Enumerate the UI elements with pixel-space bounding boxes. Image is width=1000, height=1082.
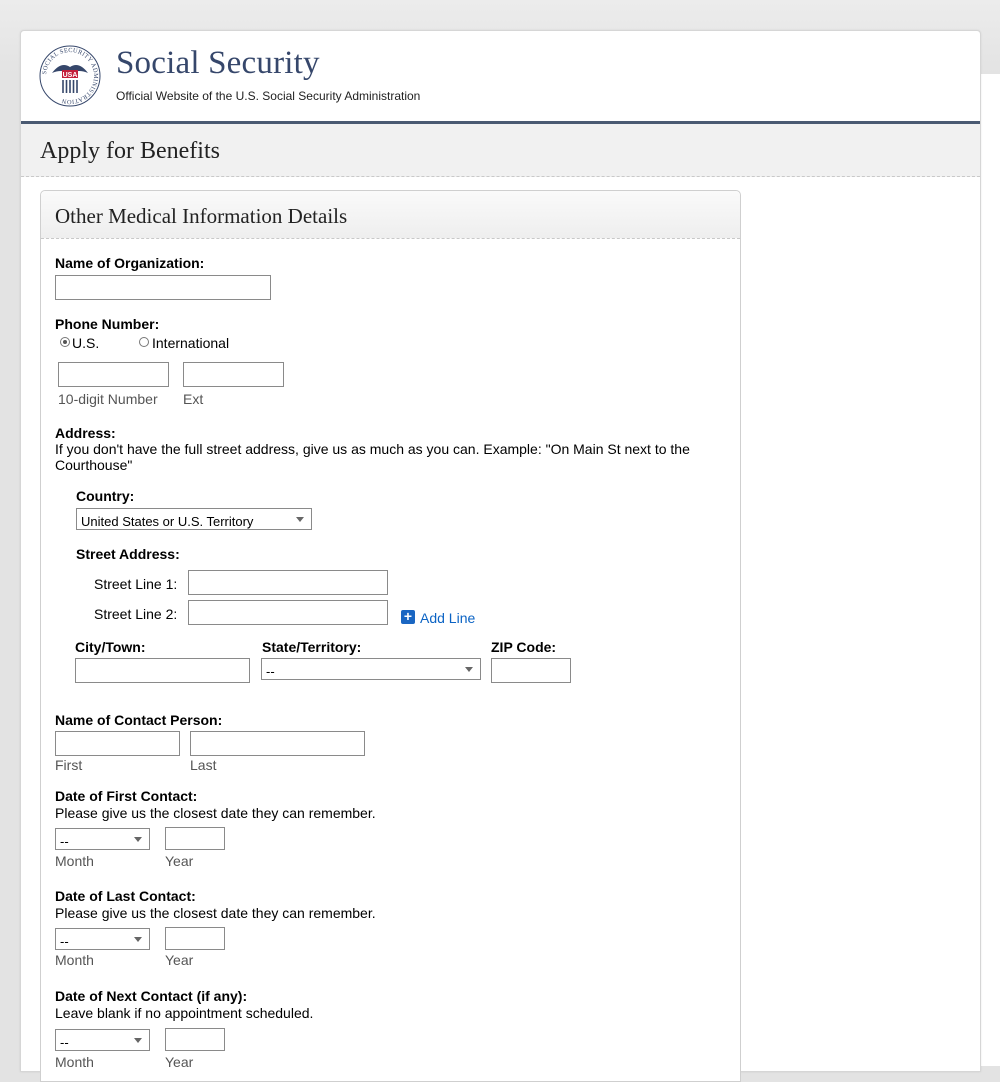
- chevron-down-icon: [465, 667, 473, 672]
- city-label: City/Town:: [75, 639, 146, 655]
- page-title-bar: [21, 124, 980, 177]
- page-title: Apply for Benefits: [40, 138, 220, 164]
- city-input[interactable]: [75, 658, 250, 683]
- street-line2-input[interactable]: [188, 600, 388, 625]
- svg-text:USA: USA: [62, 72, 78, 79]
- phone-ext-hint: Ext: [183, 391, 204, 407]
- street-line1-input[interactable]: [188, 570, 388, 595]
- last-contact-help: Please give us the closest date they can remember.: [55, 905, 376, 921]
- panel-title: Other Medical Information Details: [55, 204, 348, 228]
- country-label: Country:: [76, 488, 135, 504]
- address-help-text: If you don't have the full street address, give us as much as you can. Example: "On Main St next to the Courthouse": [55, 441, 690, 473]
- next-contact-month-value: --: [60, 1035, 69, 1050]
- state-label: State/Territory:: [262, 639, 362, 655]
- address-label: Address:: [55, 425, 116, 441]
- first-contact-help: Please give us the closest date they can remember.: [55, 805, 376, 821]
- phone-international-radio[interactable]: [139, 337, 149, 347]
- last-contact-month-select[interactable]: [55, 928, 150, 950]
- last-contact-year-hint: Year: [165, 952, 194, 968]
- next-contact-year-input[interactable]: [165, 1028, 225, 1051]
- last-contact-month-value: --: [60, 934, 69, 949]
- first-contact-year-input[interactable]: [165, 827, 225, 850]
- first-contact-year-hint: Year: [165, 853, 194, 869]
- last-contact-label: Date of Last Contact:: [55, 888, 196, 904]
- next-contact-month-select[interactable]: [55, 1029, 150, 1051]
- phone-us-label: U.S.: [72, 335, 100, 351]
- phone-number-input[interactable]: [58, 362, 169, 387]
- street-line1-label: Street Line 1:: [94, 576, 178, 592]
- phone-ext-input[interactable]: [183, 362, 284, 387]
- page-container: [20, 30, 981, 1072]
- chevron-down-icon: [134, 1038, 142, 1043]
- zip-label: ZIP Code:: [491, 639, 557, 655]
- panel-header: [41, 191, 740, 239]
- phone-international-label: International: [152, 335, 230, 351]
- last-contact-month-hint: Month: [55, 952, 94, 968]
- contact-person-label: Name of Contact Person:: [55, 712, 223, 728]
- chevron-down-icon: [134, 837, 142, 842]
- organization-input[interactable]: [55, 275, 271, 300]
- first-contact-month-hint: Month: [55, 853, 94, 869]
- chevron-down-icon: [134, 937, 142, 942]
- first-contact-label: Date of First Contact:: [55, 788, 198, 804]
- next-contact-label: Date of Next Contact (if any):: [55, 988, 248, 1004]
- first-contact-month-select[interactable]: [55, 828, 150, 850]
- contact-last-hint: Last: [190, 757, 217, 773]
- state-select[interactable]: [261, 658, 481, 680]
- organization-label: Name of Organization:: [55, 255, 205, 271]
- phone-number-hint: 10-digit Number: [58, 391, 158, 407]
- street-line2-label: Street Line 2:: [94, 606, 178, 622]
- phone-label: Phone Number:: [55, 316, 160, 332]
- next-contact-month-hint: Month: [55, 1054, 94, 1070]
- phone-us-radio[interactable]: [60, 337, 70, 347]
- zip-input[interactable]: [491, 658, 571, 683]
- svg-text:SOCIAL SECURITY ADMINISTRATION: SOCIAL SECURITY ADMINISTRATION: [41, 46, 100, 106]
- chevron-down-icon: [296, 517, 304, 522]
- add-line-plus-icon[interactable]: +: [401, 610, 415, 624]
- state-select-value: --: [266, 664, 275, 679]
- contact-first-name-input[interactable]: [55, 731, 180, 756]
- country-select-value: United States or U.S. Territory: [81, 514, 254, 529]
- country-select[interactable]: [76, 508, 312, 530]
- ssa-seal-logo[interactable]: [39, 45, 101, 107]
- site-title[interactable]: Social Security: [116, 45, 320, 81]
- right-gutter: [980, 74, 1000, 1066]
- add-line-link[interactable]: Add Line: [420, 610, 476, 626]
- contact-first-hint: First: [55, 757, 83, 773]
- last-contact-year-input[interactable]: [165, 927, 225, 950]
- street-address-label: Street Address:: [76, 546, 180, 562]
- first-contact-month-value: --: [60, 834, 69, 849]
- site-header: [21, 31, 980, 124]
- form-panel: [40, 190, 741, 1082]
- next-contact-help: Leave blank if no appointment scheduled.: [55, 1005, 314, 1021]
- next-contact-year-hint: Year: [165, 1054, 194, 1070]
- site-subtitle: Official Website of the U.S. Social Security Administration: [116, 89, 421, 103]
- contact-last-name-input[interactable]: [190, 731, 365, 756]
